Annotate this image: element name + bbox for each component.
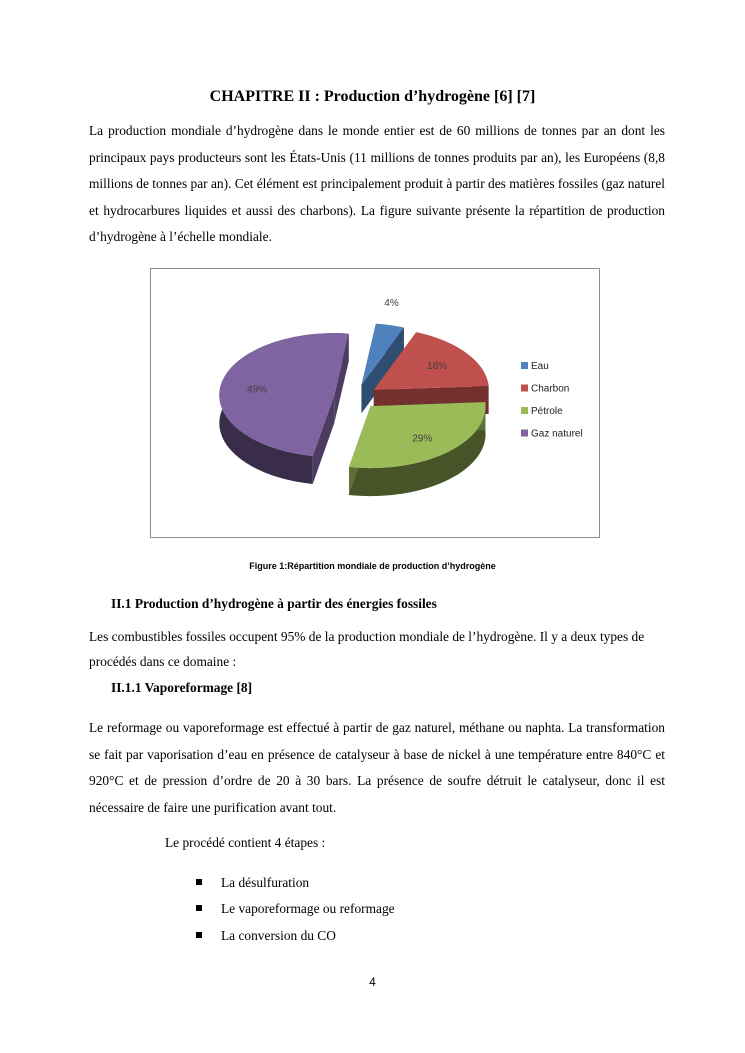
legend-swatch: [521, 385, 528, 392]
list-item: [196, 896, 395, 922]
square-bullet-icon: [196, 879, 202, 885]
section-heading: II.1 Production d’hydrogène à partir des énergies fossiles: [111, 596, 437, 611]
list-item: [196, 923, 395, 949]
subsection-paragraph: Le reformage ou vaporeformage est effectué à partir de gaz naturel, méthane ou naphta. La transformation se fait par vaporisation d’eau en présence de catalyseur à base de nickel à une température entre 840°C et 920°C et de pression d’ordre de 20 à 30 bars. La présence de soufre détruit le catalyseur, donc il est nécessaire de faire une purification avant tout.: [89, 720, 665, 815]
legend-label: Eau: [531, 361, 549, 372]
data-label: 4%: [384, 298, 399, 310]
legend-swatch: [521, 430, 528, 437]
steps-list: [196, 870, 395, 949]
data-label: 18%: [427, 361, 448, 373]
pie-chart: [151, 269, 599, 537]
legend-swatch: [521, 407, 528, 414]
square-bullet-icon: [196, 905, 202, 911]
legend-label: Gaz naturel: [531, 428, 583, 440]
data-label: 29%: [412, 433, 433, 445]
section-paragraph: Les combustibles fossiles occupent 95% de la production mondiale de l’hydrogène. Il y a deux types de procédés dans ce domaine :: [89, 629, 645, 669]
step-label: La désulfuration: [221, 875, 310, 890]
subsection-heading: II.1.1 Vaporeformage [8]: [111, 680, 253, 695]
square-bullet-icon: [196, 932, 202, 938]
legend-label: Charbon: [531, 383, 570, 395]
steps-intro: Le procédé contient 4 étapes :: [165, 835, 326, 850]
data-label: 49%: [247, 384, 268, 396]
step-label: La conversion du CO: [221, 927, 336, 943]
legend-label: Pétrole: [531, 406, 563, 417]
step-label: Le vaporeformage ou reformage: [221, 901, 395, 917]
pie-chart-frame: [150, 268, 600, 538]
legend-swatch: [521, 362, 528, 369]
list-item: [196, 870, 395, 896]
figure-caption: Figure 1:Répartition mondiale de production d’hydrogène: [249, 561, 496, 571]
intro-paragraph: La production mondiale d’hydrogène dans le monde entier est de 60 millions de tonnes par an dont les principaux pays producteurs sont les États-Unis (11 millions de tonnes produits par an), les Européens (8,8 millions de tonnes par an). Cet élément est principalement produit à partir des matières fossiles (gaz naturel et hydrocarbures liquides et aussi des charbons). La figure suivante présente la répartition de production d’hydrogène à l’échelle mondiale.: [89, 123, 665, 244]
chapter-title: CHAPITRE II : Production d’hydrogène [6] [7]: [209, 88, 536, 105]
page-number: 4: [369, 975, 376, 989]
